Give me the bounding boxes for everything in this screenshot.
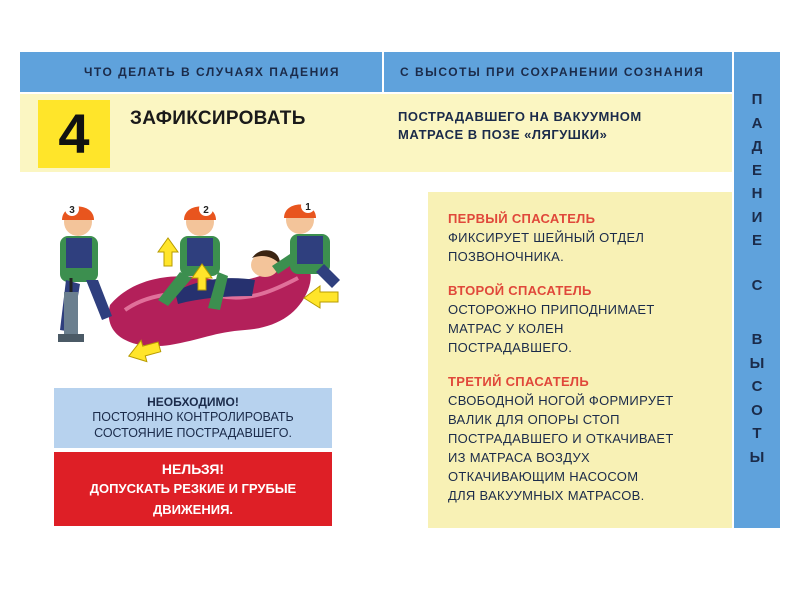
step-number: 4 <box>58 102 90 165</box>
rescuer-text-line: ДЛЯ ВАКУУМНЫХ МАТРАСОВ. <box>448 488 645 503</box>
banner-left <box>20 52 382 92</box>
forbidden-text-line: ДОПУСКАТЬ РЕЗКИЕ И ГРУБЫЕ <box>89 481 297 496</box>
step-action: ЗАФИКСИРОВАТЬ <box>130 108 306 129</box>
rescuer-1-overalls <box>297 236 323 264</box>
arrow-up-icon <box>158 238 178 266</box>
pump-base <box>58 334 84 342</box>
side-letter: Д <box>751 138 763 155</box>
side-letter: О <box>751 401 763 419</box>
side-letter: Ы <box>749 448 765 466</box>
required-notice <box>54 388 332 448</box>
rescuer-1-number: 1 <box>305 202 311 213</box>
rescuer-2-overalls <box>187 238 213 266</box>
step-description-line: ПОСТРАДАВШЕГО НА ВАКУУМНОМ <box>398 109 642 124</box>
forbidden-title: НЕЛЬЗЯ! <box>161 461 225 477</box>
rescuer-text-line: ПОСТРАДАВШЕГО. <box>448 340 573 355</box>
rescuer-text-line: МАТРАС У КОЛЕН <box>448 321 564 336</box>
banner-right <box>384 52 732 92</box>
rescuer-text-line: СВОБОДНОЙ НОГОЙ ФОРМИРУЕТ <box>448 393 674 408</box>
rescuer-text-line: ОСТОРОЖНО ПРИПОДНИМАЕТ <box>448 302 655 317</box>
rescuer-text-line: ФИКСИРУЕТ ШЕЙНЫЙ ОТДЕЛ <box>448 230 645 245</box>
side-letter: Т <box>752 425 762 442</box>
rescuer-instruction <box>448 373 728 505</box>
side-letter: И <box>751 208 763 226</box>
rescuer-text-line: ПОСТРАДАВШЕГО И ОТКАЧИВАЕТ <box>448 431 674 446</box>
side-letter: Ы <box>749 354 765 372</box>
forbidden-notice <box>54 452 332 526</box>
side-word-s <box>734 274 780 298</box>
instructions-list <box>448 210 728 521</box>
rescuer-text-line: ИЗ МАТРАСА ВОЗДУХ <box>448 450 590 465</box>
rescuer-2-number: 2 <box>203 205 209 216</box>
rescue-illustration <box>40 180 360 370</box>
rescuer-3-leg <box>86 280 112 320</box>
side-letter: С <box>751 277 763 294</box>
banner-title-left: ЧТО ДЕЛАТЬ В СЛУЧАЯХ ПАДЕНИЯ <box>84 65 340 79</box>
rescuer-text-line: ВАЛИК ДЛЯ ОПОРЫ СТОП <box>448 412 620 427</box>
arrow-left-icon <box>304 286 338 308</box>
step-number-box <box>38 100 110 168</box>
side-letter: Е <box>751 232 762 249</box>
forbidden-text-line: ДВИЖЕНИЯ. <box>152 502 234 517</box>
rescuer-3-number: 3 <box>69 205 75 216</box>
instructions-panel <box>428 192 732 528</box>
pump-cylinder <box>64 292 78 334</box>
required-title: НЕОБХОДИМО! <box>147 395 239 409</box>
side-letter: С <box>751 378 763 395</box>
side-letter: Е <box>751 161 762 179</box>
rescuer-instruction <box>448 210 728 266</box>
step-description-line: МАТРАСЕ В ПОЗЕ «ЛЯГУШКИ» <box>398 127 608 142</box>
side-word-vysoty <box>734 328 780 469</box>
step-description <box>398 108 698 144</box>
rescuer-3-overalls <box>66 238 92 268</box>
side-letter: П <box>751 91 763 108</box>
rescuer-title: ВТОРОЙ СПАСАТЕЛЬ <box>448 283 592 298</box>
side-letter: А <box>751 114 763 132</box>
rescuer-text-line: ПОЗВОНОЧНИКА. <box>448 249 565 264</box>
rescuer-instruction <box>448 282 728 357</box>
rescuer-text-line: ОТКАЧИВАЮЩИМ НАСОСОМ <box>448 469 639 484</box>
rescuer-title: ПЕРВЫЙ СПАСАТЕЛЬ <box>448 211 596 226</box>
rescuer-title: ТРЕТИЙ СПАСАТЕЛЬ <box>448 374 590 389</box>
side-bar <box>734 52 780 528</box>
side-letter: В <box>751 331 763 348</box>
side-letter: Н <box>751 185 763 202</box>
required-text-line: ПОСТОЯННО КОНТРОЛИРОВАТЬ <box>92 410 294 424</box>
required-text-line: СОСТОЯНИЕ ПОСТРАДАВШЕГО. <box>94 426 292 440</box>
banner-title-right: С ВЫСОТЫ ПРИ СОХРАНЕНИИ СОЗНАНИЯ <box>400 65 705 79</box>
side-word-padenie <box>734 88 780 253</box>
